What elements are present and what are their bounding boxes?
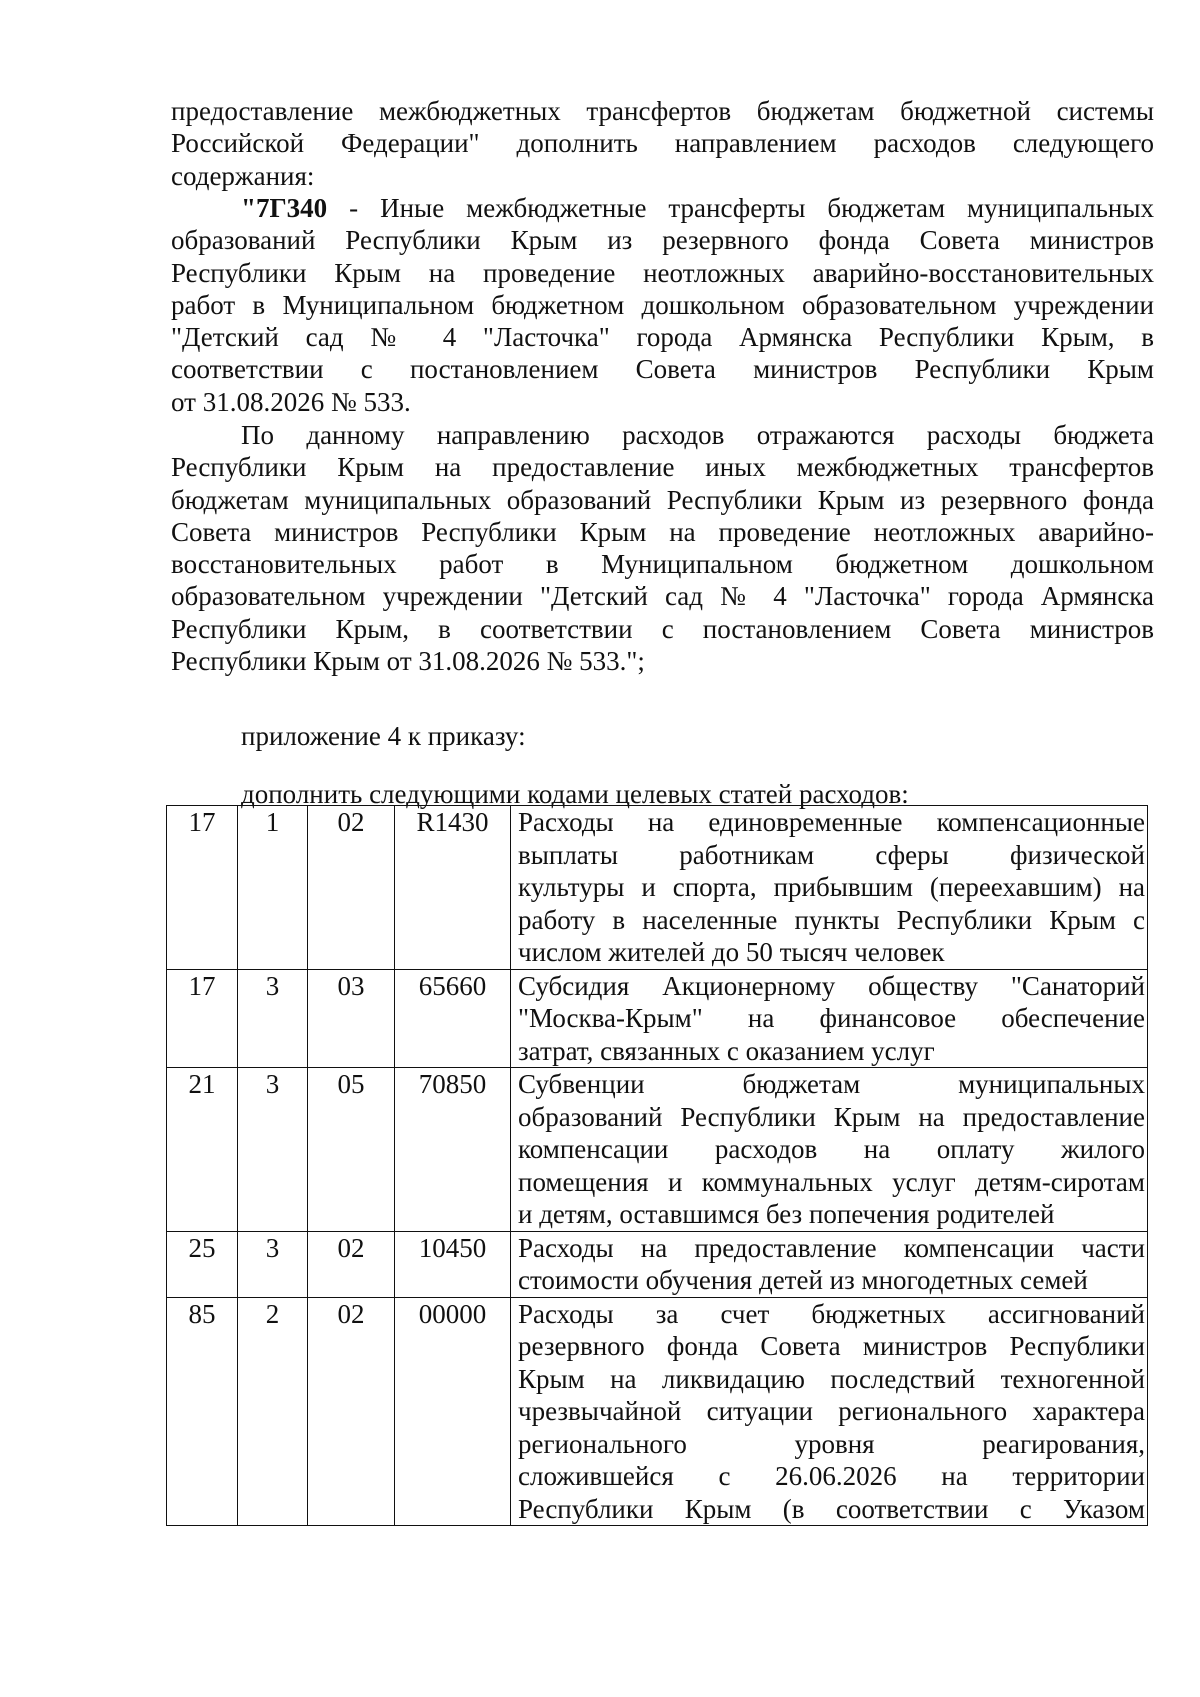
code-cell: 25 — [167, 1231, 238, 1297]
text-line: от 31.08.2026 № 533. — [171, 386, 411, 417]
code-cell: 05 — [308, 1068, 395, 1232]
code-cell: 65660 — [395, 969, 511, 1068]
text-line: предоставление межбюджетных трансфертов бюджетам бюджетной системы — [171, 96, 1154, 126]
paragraph-7g340 — [171, 192, 1154, 418]
text-line: "Москва-Крым" на финансовое обеспечение — [518, 1003, 1145, 1033]
text-line: компенсации расходов на оплату жилого — [518, 1134, 1145, 1164]
table-row — [167, 969, 1148, 1068]
text-line: Субсидия Акционерному обществу "Санаторий — [518, 970, 1145, 1001]
text-line: Российской Федерации" дополнить направлением расходов следующего — [171, 128, 1154, 159]
text-line: регионального уровня реагирования, — [518, 1428, 1145, 1459]
text-line: По данному направлению расходов отражаются расходы бюджета — [241, 420, 1154, 450]
table-row — [167, 1297, 1148, 1526]
text-line: культуры и спорта, прибывшим (переехавшим) на — [518, 872, 1145, 902]
code-cell: 3 — [238, 1068, 308, 1232]
appendix-label: приложение 4 к приказу: — [241, 721, 526, 751]
text-line: выплаты работникам сферы физической — [518, 839, 1145, 870]
text-line: Расходы за счет бюджетных ассигнований — [518, 1298, 1145, 1329]
text-line: Совета министров Республики Крым на проведение неотложных аварийно- — [171, 516, 1154, 547]
text-line: Расходы на предоставление компенсации части — [518, 1232, 1145, 1263]
code-cell: 17 — [167, 806, 238, 970]
code-cell: 70850 — [395, 1068, 511, 1232]
code-cell: 85 — [167, 1297, 238, 1526]
text-line: Расходы на единовременные компенсационные — [518, 807, 1145, 837]
text-line: числом жителей до 50 тысяч человек — [518, 937, 945, 967]
description-cell — [511, 1297, 1148, 1526]
text-line: Республики Крым на предоставление иных межбюджетных трансфертов — [171, 452, 1154, 483]
table-row — [167, 1231, 1148, 1297]
code-cell: 02 — [308, 1297, 395, 1526]
text-line: Республики Крым, в соответствии с постановлением Совета министров — [171, 613, 1154, 644]
text-line: соответствии с постановлением Совета министров Республики Крым — [171, 354, 1154, 385]
description-cell — [511, 806, 1148, 970]
code-cell: 02 — [308, 806, 395, 970]
code-cell: 00000 — [395, 1297, 511, 1526]
text-line: Республики Крым от 31.08.2026 № 533."; — [171, 646, 645, 677]
code-cell: 02 — [308, 1231, 395, 1297]
text-line: сложившейся с 26.06.2026 на территории — [518, 1461, 1145, 1491]
table-intro: дополнить следующими кодами целевых статей расходов: — [241, 779, 909, 809]
text-line: Республики Крым на проведение неотложных аварийно-восстановительных — [171, 257, 1154, 288]
text-line: резервного фонда Совета министров Республики — [518, 1331, 1145, 1361]
text-line: бюджетам муниципальных образований Республики Крым из резервного фонда — [171, 484, 1154, 515]
table-row — [167, 1068, 1148, 1232]
code-cell: 2 — [238, 1297, 308, 1526]
description-cell — [511, 969, 1148, 1068]
text-line: образований Республики Крым на предоставление — [518, 1101, 1145, 1132]
text-line: восстановительных работ в Муниципальном бюджетном дошкольном — [171, 549, 1154, 580]
code-cell: 3 — [238, 969, 308, 1068]
code-cell: 21 — [167, 1068, 238, 1232]
code-cell: 17 — [167, 969, 238, 1068]
description-cell — [511, 1068, 1148, 1232]
text-line: "Детский сад № 4 "Ласточка" города Армянска Республики Крым, в — [171, 322, 1154, 353]
description-cell — [511, 1231, 1148, 1297]
text-line: Крым на ликвидацию последствий техногенной — [518, 1363, 1145, 1394]
code-cell: 1 — [238, 806, 308, 970]
code-cell: R1430 — [395, 806, 511, 970]
text-line: затрат, связанных с оказанием услуг — [518, 1035, 935, 1066]
text-line: "7Г340 - Иные межбюджетные трансферты бюджетам муниципальных — [241, 193, 1154, 223]
expense-codes-table — [166, 805, 1148, 1526]
text-line: содержания: — [171, 160, 315, 191]
text-line: стоимости обучения детей из многодетных семей — [518, 1265, 1088, 1295]
table-row — [167, 806, 1148, 970]
text-line: образовательном учреждении "Детский сад № 4 "Ласточка" города Армянска — [171, 581, 1154, 612]
expense-code: "7Г340 — [241, 193, 328, 223]
text-line: чрезвычайной ситуации регионального характера — [518, 1396, 1145, 1426]
paragraph-intro — [171, 95, 1154, 192]
text-line: Республики Крым (в соответствии с Указом — [518, 1493, 1145, 1524]
code-cell: 3 — [238, 1231, 308, 1297]
paragraph-explanation — [171, 419, 1154, 677]
text-line: помещения и коммунальных услуг детям-сиротам — [518, 1166, 1145, 1197]
code-cell: 03 — [308, 969, 395, 1068]
code-cell: 10450 — [395, 1231, 511, 1297]
text-line: работу в населенные пункты Республики Крым с — [518, 904, 1145, 935]
text-line: работ в Муниципальном бюджетном дошкольном образовательном учреждении — [171, 289, 1154, 320]
text-line: Субвенции бюджетам муниципальных — [518, 1069, 1145, 1099]
text-line: и детям, оставшимся без попечения родителей — [518, 1199, 1055, 1229]
text-line: образований Республики Крым из резервного фонда Совета министров — [171, 225, 1154, 256]
